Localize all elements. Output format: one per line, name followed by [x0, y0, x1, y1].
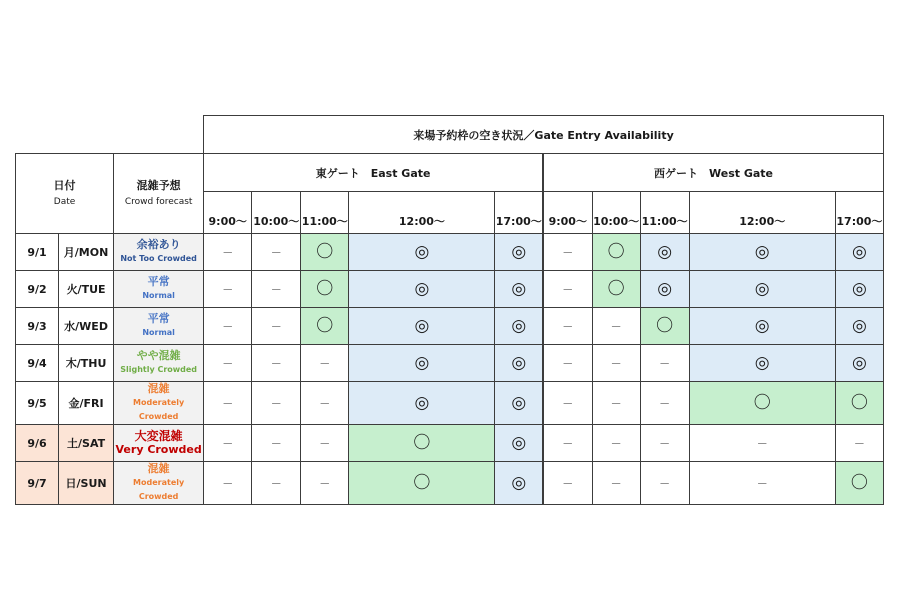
east-slot-cell: ◎: [495, 382, 543, 425]
date-cell: 9/5: [16, 382, 59, 425]
weekday-cell: 水/WED: [59, 308, 114, 345]
crowd-forecast-cell: [114, 271, 204, 308]
east-slot-cell: ◎: [495, 271, 543, 308]
west-time-header: 9:00～: [543, 192, 592, 234]
table-row: [16, 345, 884, 382]
table-row: [16, 271, 884, 308]
east-slot-cell: －: [204, 345, 252, 382]
east-slot-cell: －: [301, 425, 349, 462]
west-slot-cell: ◎: [835, 308, 883, 345]
east-slot-cell: －: [301, 462, 349, 505]
east-slot-cell: 〇: [349, 462, 495, 505]
west-slot-cell: ◎: [835, 234, 883, 271]
crowd-forecast-cell: [114, 234, 204, 271]
west-slot-cell: －: [543, 271, 592, 308]
weekday-cell: 月/MON: [59, 234, 114, 271]
west-slot-cell: ◎: [835, 271, 883, 308]
east-slot-cell: 〇: [301, 234, 349, 271]
east-slot-cell: －: [252, 425, 301, 462]
forecast-label-en: Moderately Crowded: [133, 398, 185, 421]
east-slot-cell: －: [204, 271, 252, 308]
crowd-forecast-cell: [114, 308, 204, 345]
forecast-label-en: Very Crowded: [115, 443, 202, 456]
west-slot-cell: －: [543, 382, 592, 425]
weekday-cell: 日/SUN: [59, 462, 114, 505]
east-slot-cell: －: [252, 345, 301, 382]
forecast-label-en: Moderately Crowded: [133, 478, 185, 501]
west-slot-cell: －: [689, 462, 835, 505]
east-slot-cell: ◎: [495, 425, 543, 462]
west-slot-cell: －: [543, 462, 592, 505]
west-time-header: 11:00～: [640, 192, 689, 234]
east-slot-cell: ◎: [495, 345, 543, 382]
table-row: [16, 382, 884, 425]
west-slot-cell: －: [689, 425, 835, 462]
east-slot-cell: －: [204, 462, 252, 505]
east-slot-cell: －: [252, 271, 301, 308]
east-slot-cell: －: [252, 234, 301, 271]
west-slot-cell: －: [592, 345, 640, 382]
west-slot-cell: ◎: [689, 234, 835, 271]
west-slot-cell: －: [592, 425, 640, 462]
date-cell: 9/7: [16, 462, 59, 505]
availability-table: [15, 115, 884, 505]
date-cell: 9/4: [16, 345, 59, 382]
west-time-header: 17:00～: [835, 192, 883, 234]
west-slot-cell: －: [592, 462, 640, 505]
east-slot-cell: －: [204, 425, 252, 462]
west-slot-cell: －: [640, 382, 689, 425]
east-slot-cell: －: [204, 382, 252, 425]
east-slot-cell: －: [204, 234, 252, 271]
east-time-header: 11:00～: [301, 192, 349, 234]
west-slot-cell: ◎: [640, 234, 689, 271]
weekday-cell: 火/TUE: [59, 271, 114, 308]
west-slot-cell: －: [835, 425, 883, 462]
east-slot-cell: －: [301, 345, 349, 382]
west-slot-cell: ◎: [689, 271, 835, 308]
crowd-label-en: Crowd forecast: [124, 196, 193, 207]
west-time-header: 12:00～: [689, 192, 835, 234]
forecast-label-en: Slightly Crowded: [120, 365, 198, 374]
date-label-en: Date: [53, 196, 76, 207]
table-title: 来場予約枠の空き状況／Gate Entry Availability: [204, 116, 884, 154]
west-slot-cell: 〇: [689, 382, 835, 425]
date-cell: 9/2: [16, 271, 59, 308]
west-slot-cell: 〇: [640, 308, 689, 345]
table-row: [16, 462, 884, 505]
east-slot-cell: －: [252, 462, 301, 505]
date-label-jp: 日付: [53, 178, 76, 192]
forecast-label-en: Normal: [142, 291, 175, 300]
east-time-header: 12:00～: [349, 192, 495, 234]
east-time-header: 10:00～: [252, 192, 301, 234]
west-slot-cell: ◎: [689, 308, 835, 345]
east-slot-cell: 〇: [301, 271, 349, 308]
east-slot-cell: －: [301, 382, 349, 425]
crowd-forecast-cell: [114, 345, 204, 382]
west-slot-cell: －: [543, 425, 592, 462]
east-slot-cell: －: [252, 308, 301, 345]
east-slot-cell: ◎: [495, 234, 543, 271]
weekday-cell: 土/SAT: [59, 425, 114, 462]
table-row: [16, 425, 884, 462]
crowd-forecast-cell: [114, 425, 204, 462]
east-slot-cell: ◎: [495, 462, 543, 505]
date-cell: 9/3: [16, 308, 59, 345]
west-slot-cell: 〇: [835, 462, 883, 505]
crowd-forecast-cell: [114, 462, 204, 505]
east-slot-cell: －: [204, 308, 252, 345]
west-slot-cell: －: [543, 234, 592, 271]
east-gate-header: 東ゲート East Gate: [204, 154, 543, 192]
forecast-label-jp: 平常: [147, 312, 170, 325]
west-slot-cell: －: [640, 425, 689, 462]
east-time-header: 17:00～: [495, 192, 543, 234]
east-slot-cell: ◎: [495, 308, 543, 345]
west-slot-cell: 〇: [835, 382, 883, 425]
west-slot-cell: 〇: [592, 234, 640, 271]
west-slot-cell: ◎: [640, 271, 689, 308]
weekday-cell: 金/FRI: [59, 382, 114, 425]
table-row: [16, 234, 884, 271]
east-slot-cell: ◎: [349, 234, 495, 271]
west-gate-header: 西ゲート West Gate: [543, 154, 883, 192]
west-slot-cell: ◎: [835, 345, 883, 382]
west-slot-cell: ◎: [689, 345, 835, 382]
forecast-label-jp: 余裕あり: [136, 238, 181, 251]
west-slot-cell: －: [592, 308, 640, 345]
date-column-header: [16, 154, 114, 234]
west-slot-cell: 〇: [592, 271, 640, 308]
table-row: [16, 308, 884, 345]
forecast-label-jp: 大変混雑: [134, 429, 183, 443]
date-cell: 9/1: [16, 234, 59, 271]
west-slot-cell: －: [543, 308, 592, 345]
crowd-forecast-header: [114, 154, 204, 234]
east-slot-cell: ◎: [349, 382, 495, 425]
east-slot-cell: －: [252, 382, 301, 425]
east-slot-cell: 〇: [349, 425, 495, 462]
west-time-header: 10:00～: [592, 192, 640, 234]
east-time-header: 9:00～: [204, 192, 252, 234]
east-slot-cell: ◎: [349, 345, 495, 382]
crowd-forecast-cell: [114, 382, 204, 425]
west-slot-cell: －: [592, 382, 640, 425]
forecast-label-jp: 混雑: [147, 382, 170, 395]
east-slot-cell: ◎: [349, 271, 495, 308]
west-slot-cell: －: [543, 345, 592, 382]
weekday-cell: 木/THU: [59, 345, 114, 382]
date-cell: 9/6: [16, 425, 59, 462]
forecast-label-jp: 混雑: [147, 462, 170, 475]
forecast-label-en: Not Too Crowded: [120, 254, 197, 263]
west-slot-cell: －: [640, 345, 689, 382]
west-slot-cell: －: [640, 462, 689, 505]
east-slot-cell: ◎: [349, 308, 495, 345]
forecast-label-en: Normal: [142, 328, 175, 337]
forecast-label-jp: やや混雑: [136, 349, 181, 362]
east-slot-cell: 〇: [301, 308, 349, 345]
crowd-label-jp: 混雑予想: [136, 178, 181, 192]
forecast-label-jp: 平常: [147, 275, 170, 288]
